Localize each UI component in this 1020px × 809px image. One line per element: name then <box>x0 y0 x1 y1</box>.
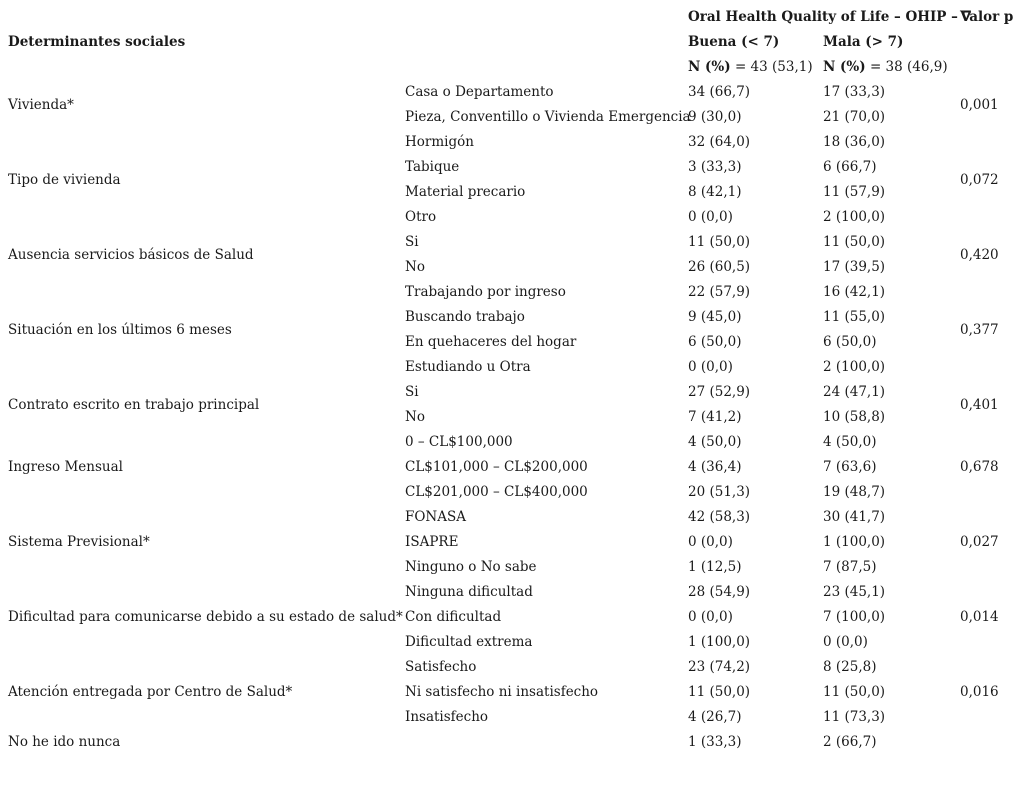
buena-value: 9 (45,0) <box>688 309 742 325</box>
buena-header: Buena (< 7) <box>688 34 780 50</box>
category-label: Insatisfecho <box>405 709 489 725</box>
category-label: Ninguno o No sabe <box>405 559 537 575</box>
category-label: Pieza, Conventillo o Vivienda Emergencia <box>405 109 691 125</box>
buena-value: 3 (33,3) <box>688 159 742 175</box>
valor-p-header: Valor p <box>960 9 1014 25</box>
category-label: Con dificultad <box>405 609 502 625</box>
category-label: ISAPRE <box>405 534 459 550</box>
category-label: Buscando trabajo <box>405 309 525 325</box>
group-label: Contrato escrito en trabajo principal <box>8 396 260 413</box>
group-label: Tipo de vivienda <box>8 171 121 188</box>
mala-header: Mala (> 7) <box>823 34 904 50</box>
buena-value: 28 (54,9) <box>688 584 751 600</box>
category-label: Tabique <box>405 159 460 175</box>
buena-value: 8 (42,1) <box>688 184 742 200</box>
p-value: 0,001 <box>960 96 999 113</box>
buena-value: 20 (51,3) <box>688 484 751 500</box>
buena-value: 1 (100,0) <box>688 634 751 650</box>
buena-value: 4 (26,7) <box>688 709 742 725</box>
mala-value: 4 (50,0) <box>823 434 877 450</box>
mala-value: 8 (25,8) <box>823 659 877 675</box>
mala-value: 2 (100,0) <box>823 359 886 375</box>
mala-value: 2 (66,7) <box>823 734 877 750</box>
ohip-header: Oral Health Quality of Life – OHIP – 7 <box>688 9 972 25</box>
category-label: 0 – CL$100,000 <box>405 434 513 450</box>
buena-value: 4 (36,4) <box>688 459 742 475</box>
mala-value: 2 (100,0) <box>823 209 886 225</box>
group-label: Ausencia servicios básicos de Salud <box>8 246 254 263</box>
buena-value: 1 (12,5) <box>688 559 742 575</box>
mala-value: 30 (41,7) <box>823 509 886 525</box>
group-label: No he ido nunca <box>8 734 121 750</box>
n-buena-header: N (%) = 43 (53,1) <box>688 59 813 75</box>
mala-value: 0 (0,0) <box>823 634 868 650</box>
mala-value: 7 (100,0) <box>823 609 886 625</box>
buena-value: 22 (57,9) <box>688 284 751 300</box>
mala-value: 7 (87,5) <box>823 559 877 575</box>
category-label: CL$101,000 – CL$200,000 <box>405 459 588 475</box>
mala-value: 11 (50,0) <box>823 234 886 250</box>
buena-value: 32 (64,0) <box>688 134 751 150</box>
mala-value: 11 (73,3) <box>823 709 886 725</box>
category-label: No <box>405 409 425 425</box>
mala-value: 11 (50,0) <box>823 684 886 700</box>
n-mala-header: N (%) = 38 (46,9) <box>823 59 948 75</box>
category-label: Trabajando por ingreso <box>405 284 566 300</box>
buena-value: 11 (50,0) <box>688 234 751 250</box>
category-label: Si <box>405 384 419 400</box>
mala-value: 11 (55,0) <box>823 309 886 325</box>
category-label: FONASA <box>405 509 466 525</box>
mala-value: 24 (47,1) <box>823 384 886 400</box>
group-label: Ingreso Mensual <box>8 459 123 475</box>
group-label: Dificultad para comunicarse debido a su estado de salud* <box>8 609 403 625</box>
buena-value: 4 (50,0) <box>688 434 742 450</box>
category-label: Hormigón <box>405 134 474 150</box>
buena-value: 26 (60,5) <box>688 259 751 275</box>
mala-value: 23 (45,1) <box>823 584 886 600</box>
mala-value: 21 (70,0) <box>823 109 886 125</box>
category-label: No <box>405 259 425 275</box>
buena-value: 42 (58,3) <box>688 509 751 525</box>
buena-value: 0 (0,0) <box>688 209 733 225</box>
p-value: 0,014 <box>960 609 999 625</box>
mala-value: 17 (33,3) <box>823 84 886 100</box>
buena-value: 6 (50,0) <box>688 334 742 350</box>
category-label: Satisfecho <box>405 659 477 675</box>
buena-value: 9 (30,0) <box>688 109 742 125</box>
mala-value: 18 (36,0) <box>823 134 886 150</box>
buena-value: 0 (0,0) <box>688 534 733 550</box>
category-label: Ninguna dificultad <box>405 584 533 600</box>
n-mala-value: = 38 (46,9) <box>865 59 948 75</box>
category-label: Casa o Departamento <box>405 84 554 100</box>
group-label: Situación en los últimos 6 meses <box>8 321 232 338</box>
buena-value: 34 (66,7) <box>688 84 751 100</box>
buena-value: 7 (41,2) <box>688 409 742 425</box>
buena-value: 27 (52,9) <box>688 384 751 400</box>
p-value: 0,377 <box>960 321 999 338</box>
category-label: En quehaceres del hogar <box>405 334 577 350</box>
mala-value: 6 (50,0) <box>823 334 877 350</box>
mala-value: 6 (66,7) <box>823 159 877 175</box>
buena-value: 0 (0,0) <box>688 359 733 375</box>
category-label: Otro <box>405 209 437 225</box>
p-value: 0,401 <box>960 396 999 413</box>
group-label: Vivienda* <box>8 96 74 113</box>
mala-value: 11 (57,9) <box>823 184 886 200</box>
mala-value: 1 (100,0) <box>823 534 886 550</box>
p-value: 0,027 <box>960 534 999 550</box>
category-label: Material precario <box>405 184 526 200</box>
category-label: Estudiando u Otra <box>405 359 531 375</box>
mala-value: 7 (63,6) <box>823 459 877 475</box>
mala-value: 19 (48,7) <box>823 484 886 500</box>
mala-value: 16 (42,1) <box>823 284 886 300</box>
n-buena-value: = 43 (53,1) <box>730 59 813 75</box>
group-label: Atención entregada por Centro de Salud* <box>8 684 293 700</box>
p-value: 0,072 <box>960 171 999 188</box>
category-label: CL$201,000 – CL$400,000 <box>405 484 588 500</box>
category-label: Si <box>405 234 419 250</box>
category-label: Dificultad extrema <box>405 634 533 650</box>
mala-value: 17 (39,5) <box>823 259 886 275</box>
mala-value: 10 (58,8) <box>823 409 886 425</box>
buena-value: 1 (33,3) <box>688 734 742 750</box>
buena-value: 0 (0,0) <box>688 609 733 625</box>
buena-value: 23 (74,2) <box>688 659 751 675</box>
group-label: Sistema Previsional* <box>8 534 150 550</box>
determinantes-header: Determinantes sociales <box>8 34 186 50</box>
p-value: 0,420 <box>960 246 999 263</box>
buena-value: 11 (50,0) <box>688 684 751 700</box>
p-value: 0,016 <box>960 684 999 700</box>
p-value: 0,678 <box>960 459 999 475</box>
category-label: Ni satisfecho ni insatisfecho <box>405 684 599 700</box>
